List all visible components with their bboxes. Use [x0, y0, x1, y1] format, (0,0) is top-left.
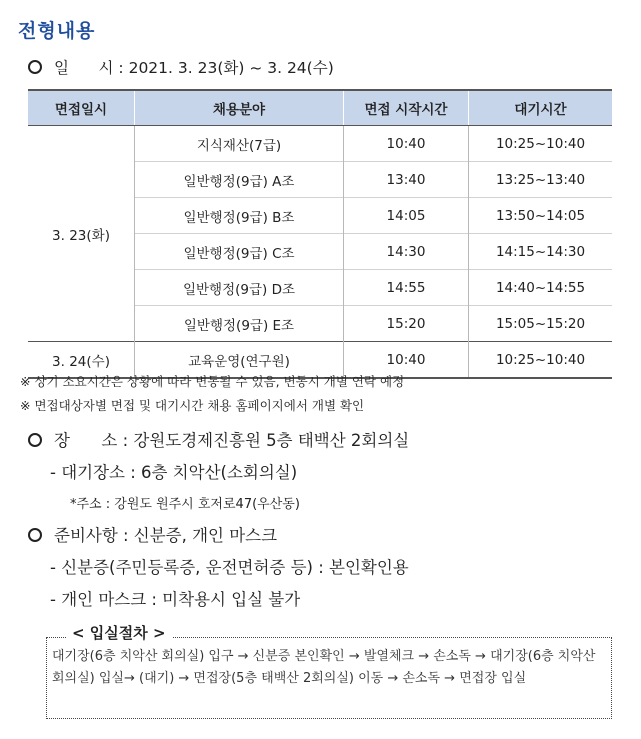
- place-text: 장 소 : 강원도경제진흥원 5층 태백산 2회의실: [54, 431, 410, 450]
- field-cell: 일반행정(9급) E조: [135, 306, 344, 342]
- circle-bullet-icon: [28, 528, 42, 542]
- field-cell: 지식재산(7급): [135, 126, 344, 162]
- table-header-row: [28, 90, 612, 126]
- start-cell: 10:40: [344, 126, 469, 162]
- wait-cell: 15:05~15:20: [469, 306, 613, 342]
- date-cell: 3. 23(화): [28, 126, 135, 342]
- procedure-text: 대기장(6층 치악산 회의실) 입구 → 신분증 본인확인 → 발열체크 → 손소독 → 대기장(6층 치악산 회의실) 입실→ (대기) → 면접장(5층 태백산 2회의실) 이동 → 손소독 → 면접장 입실: [52, 649, 596, 686]
- start-cell: 14:55: [344, 270, 469, 306]
- prep-line: [28, 522, 277, 546]
- date-cell: 3. 24(수): [28, 342, 135, 379]
- start-cell: 15:20: [344, 306, 469, 342]
- header-wait: 대기시간: [469, 90, 613, 126]
- interview-schedule-table: [28, 89, 612, 379]
- section-heading: 전형내용: [18, 20, 96, 42]
- table-row: [28, 126, 612, 162]
- wait-cell: 14:40~14:55: [469, 270, 613, 306]
- address: *주소 : 강원도 원주시 호저로47(우산동): [70, 497, 300, 512]
- field-cell: 일반행정(9급) D조: [135, 270, 344, 306]
- wait-cell: 14:15~14:30: [469, 234, 613, 270]
- field-cell: 일반행정(9급) A조: [135, 162, 344, 198]
- header-field: 채용분야: [135, 90, 344, 126]
- prep-item-id: - 신분증(주민등록증, 운전면허증 등) : 본인확인용: [50, 558, 409, 577]
- procedure-title: < 입실절차 >: [66, 622, 172, 643]
- prep-text: 준비사항 : 신분증, 개인 마스크: [54, 526, 278, 545]
- wait-cell: 10:25~10:40: [469, 126, 613, 162]
- start-cell: 13:40: [344, 162, 469, 198]
- circle-bullet-icon: [28, 433, 42, 447]
- start-cell: 14:30: [344, 234, 469, 270]
- prep-item-mask: - 개인 마스크 : 미착용시 입실 불가: [50, 590, 301, 609]
- note-2: ※ 면접대상자별 면접 및 대기시간 채용 홈페이지에서 개별 확인: [20, 398, 365, 413]
- start-cell: 10:40: [344, 342, 469, 379]
- field-cell: 일반행정(9급) B조: [135, 198, 344, 234]
- start-cell: 14:05: [344, 198, 469, 234]
- header-date: 면접일시: [28, 90, 135, 126]
- wait-cell: 13:25~13:40: [469, 162, 613, 198]
- waiting-place: - 대기장소 : 6층 치악산(소회의실): [50, 463, 298, 482]
- header-start: 면접 시작시간: [344, 90, 469, 126]
- date-text: 일 시 : 2021. 3. 23(화) ~ 3. 24(수): [54, 59, 334, 77]
- wait-cell: 13:50~14:05: [469, 198, 613, 234]
- circle-bullet-icon: [28, 60, 42, 74]
- field-cell: 교육운영(연구원): [135, 342, 344, 379]
- place-line: [28, 427, 409, 451]
- note-1: ※ 상기 소요시간은 상황에 따라 변동될 수 있음, 변동시 개별 연락 예정: [20, 374, 405, 389]
- field-cell: 일반행정(9급) C조: [135, 234, 344, 270]
- date-line: [28, 56, 334, 78]
- wait-cell: 10:25~10:40: [469, 342, 613, 379]
